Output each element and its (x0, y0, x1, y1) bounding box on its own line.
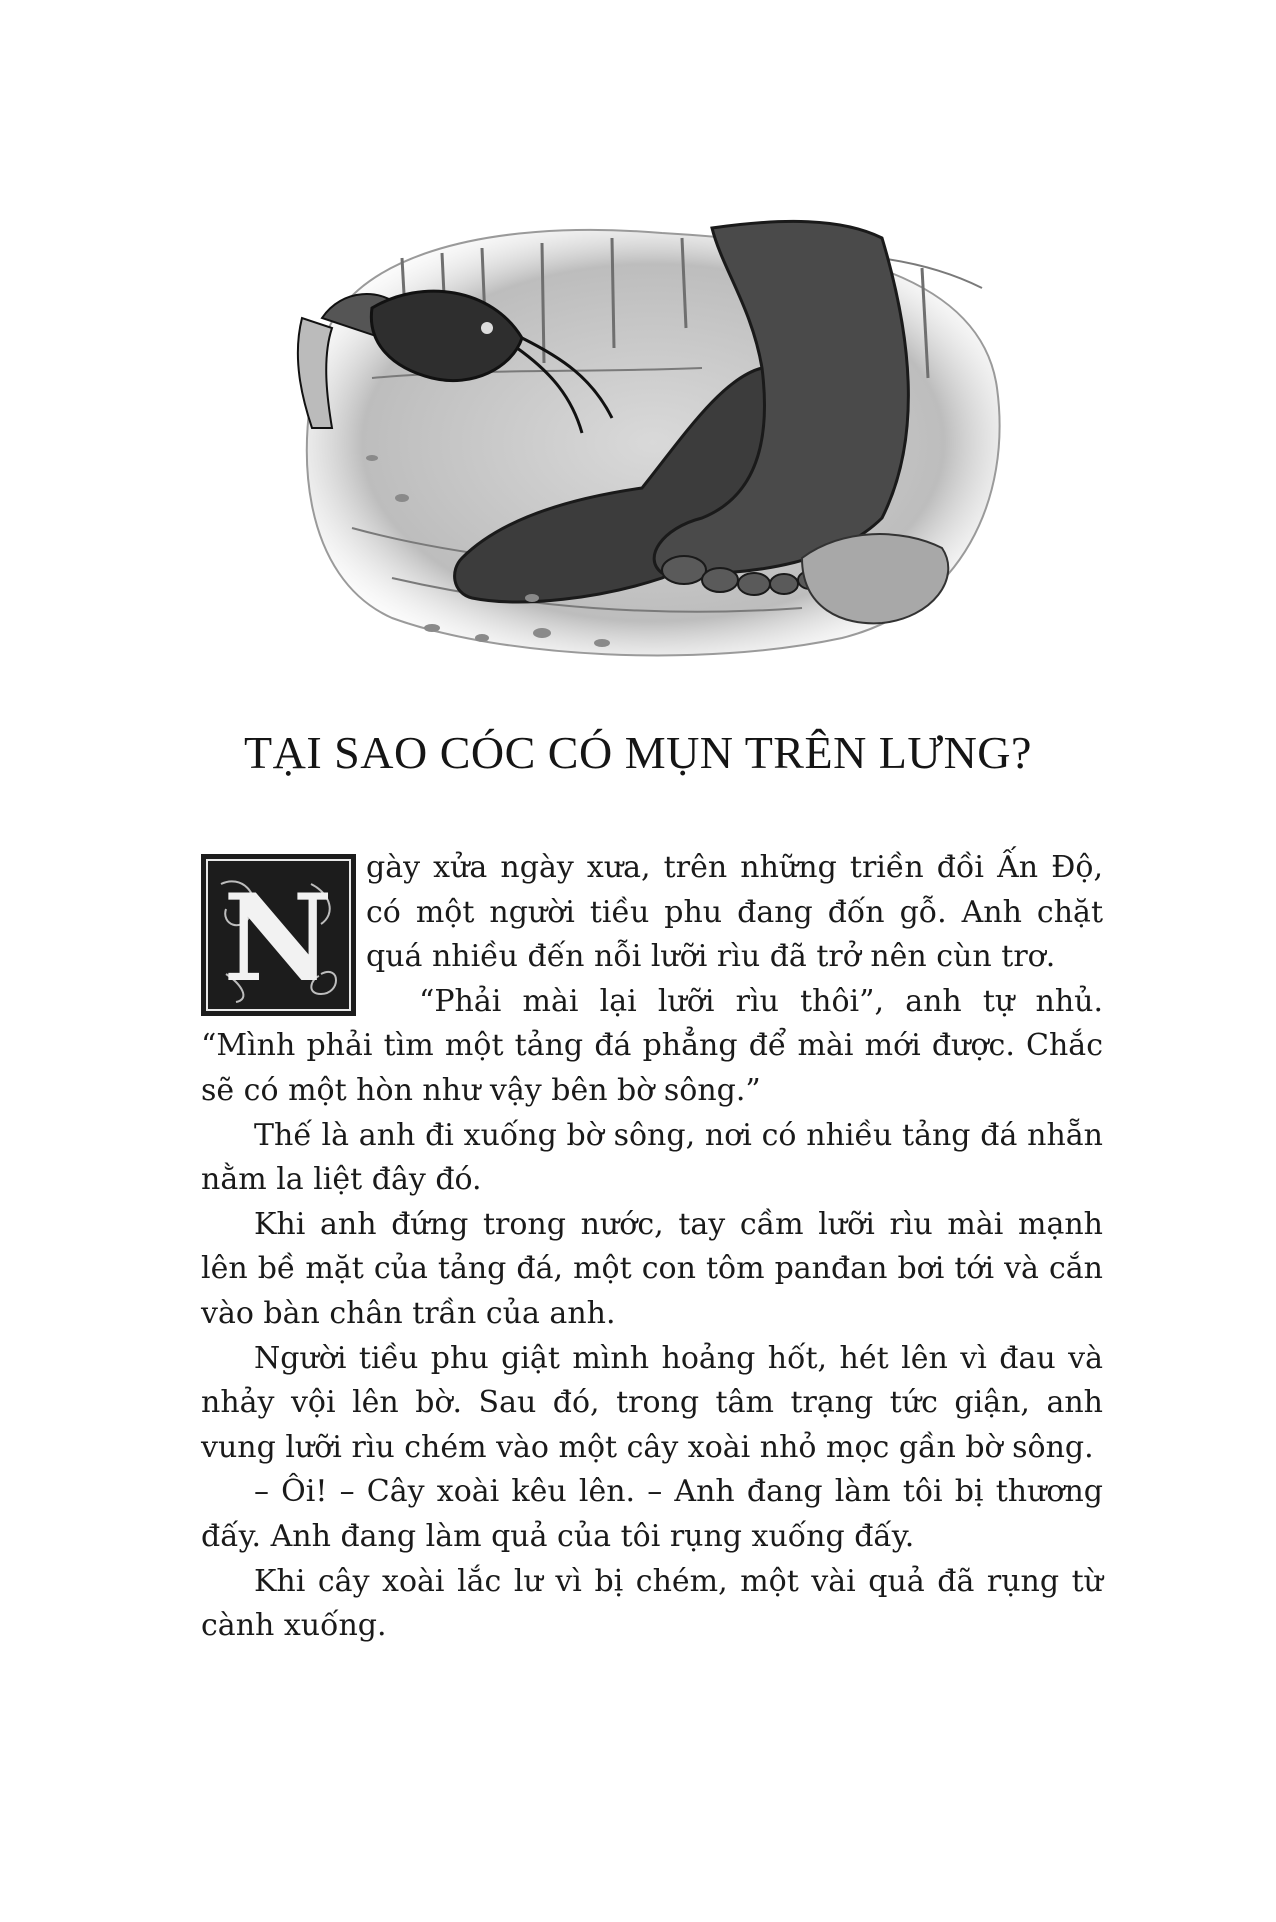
story-paragraph: “Phải mài lại lưỡi rìu thôi”, anh tự nhủ. “Mình phải tìm một tảng đá phẳng để mài mới được. Chắc sẽ có một hòn như vậy bên bờ sông.” (201, 983, 1103, 1108)
page-title: TẠI SAO CÓC CÓ MỤN TRÊN LƯNG? (244, 727, 1032, 778)
paragraph-text: gày xửa ngày xưa, trên những triền đồi Ấn Độ, có một người tiều phu đang đốn gỗ. Anh chặt quá nhiều đến nỗi lưỡi rìu đã trở nên cùn trơ. (366, 850, 1103, 975)
illustration-svg (282, 198, 1017, 668)
ornate-n-initial-icon (201, 854, 356, 1016)
story-paragraph (201, 846, 1103, 1009)
story-paragraph: Khi cây xoài lắc lư vì bị chém, một vài quả đã rụng từ cành xuống. (201, 1563, 1103, 1644)
story-paragraph: Người tiều phu giật mình hoảng hốt, hét lên vì đau và nhảy vội lên bờ. Sau đó, trong tâm trạng tức giận, anh vung lưỡi rìu chém vào một cây xoài nhỏ mọc gần bờ sông. (201, 1340, 1103, 1465)
story-paragraph: Khi anh đứng trong nước, tay cầm lưỡi rìu mài mạnh lên bề mặt của tảng đá, một con tôm panđan bơi tới và cắn vào bàn chân trần của anh. (201, 1206, 1103, 1331)
crayfish-biting-foot-illustration (282, 198, 1017, 668)
dropcap-svg (201, 854, 356, 1016)
story-paragraph: Thế là anh đi xuống bờ sông, nơi có nhiều tảng đá nhẵn nằm la liệt đây đó. (201, 1117, 1103, 1198)
dropcap-letter: N (223, 868, 333, 1009)
story-paragraph: – Ôi! – Cây xoài kêu lên. – Anh đang làm tôi bị thương đấy. Anh đang làm quả của tôi rụng xuống đấy. (201, 1474, 1103, 1554)
story-text (201, 846, 1103, 1649)
